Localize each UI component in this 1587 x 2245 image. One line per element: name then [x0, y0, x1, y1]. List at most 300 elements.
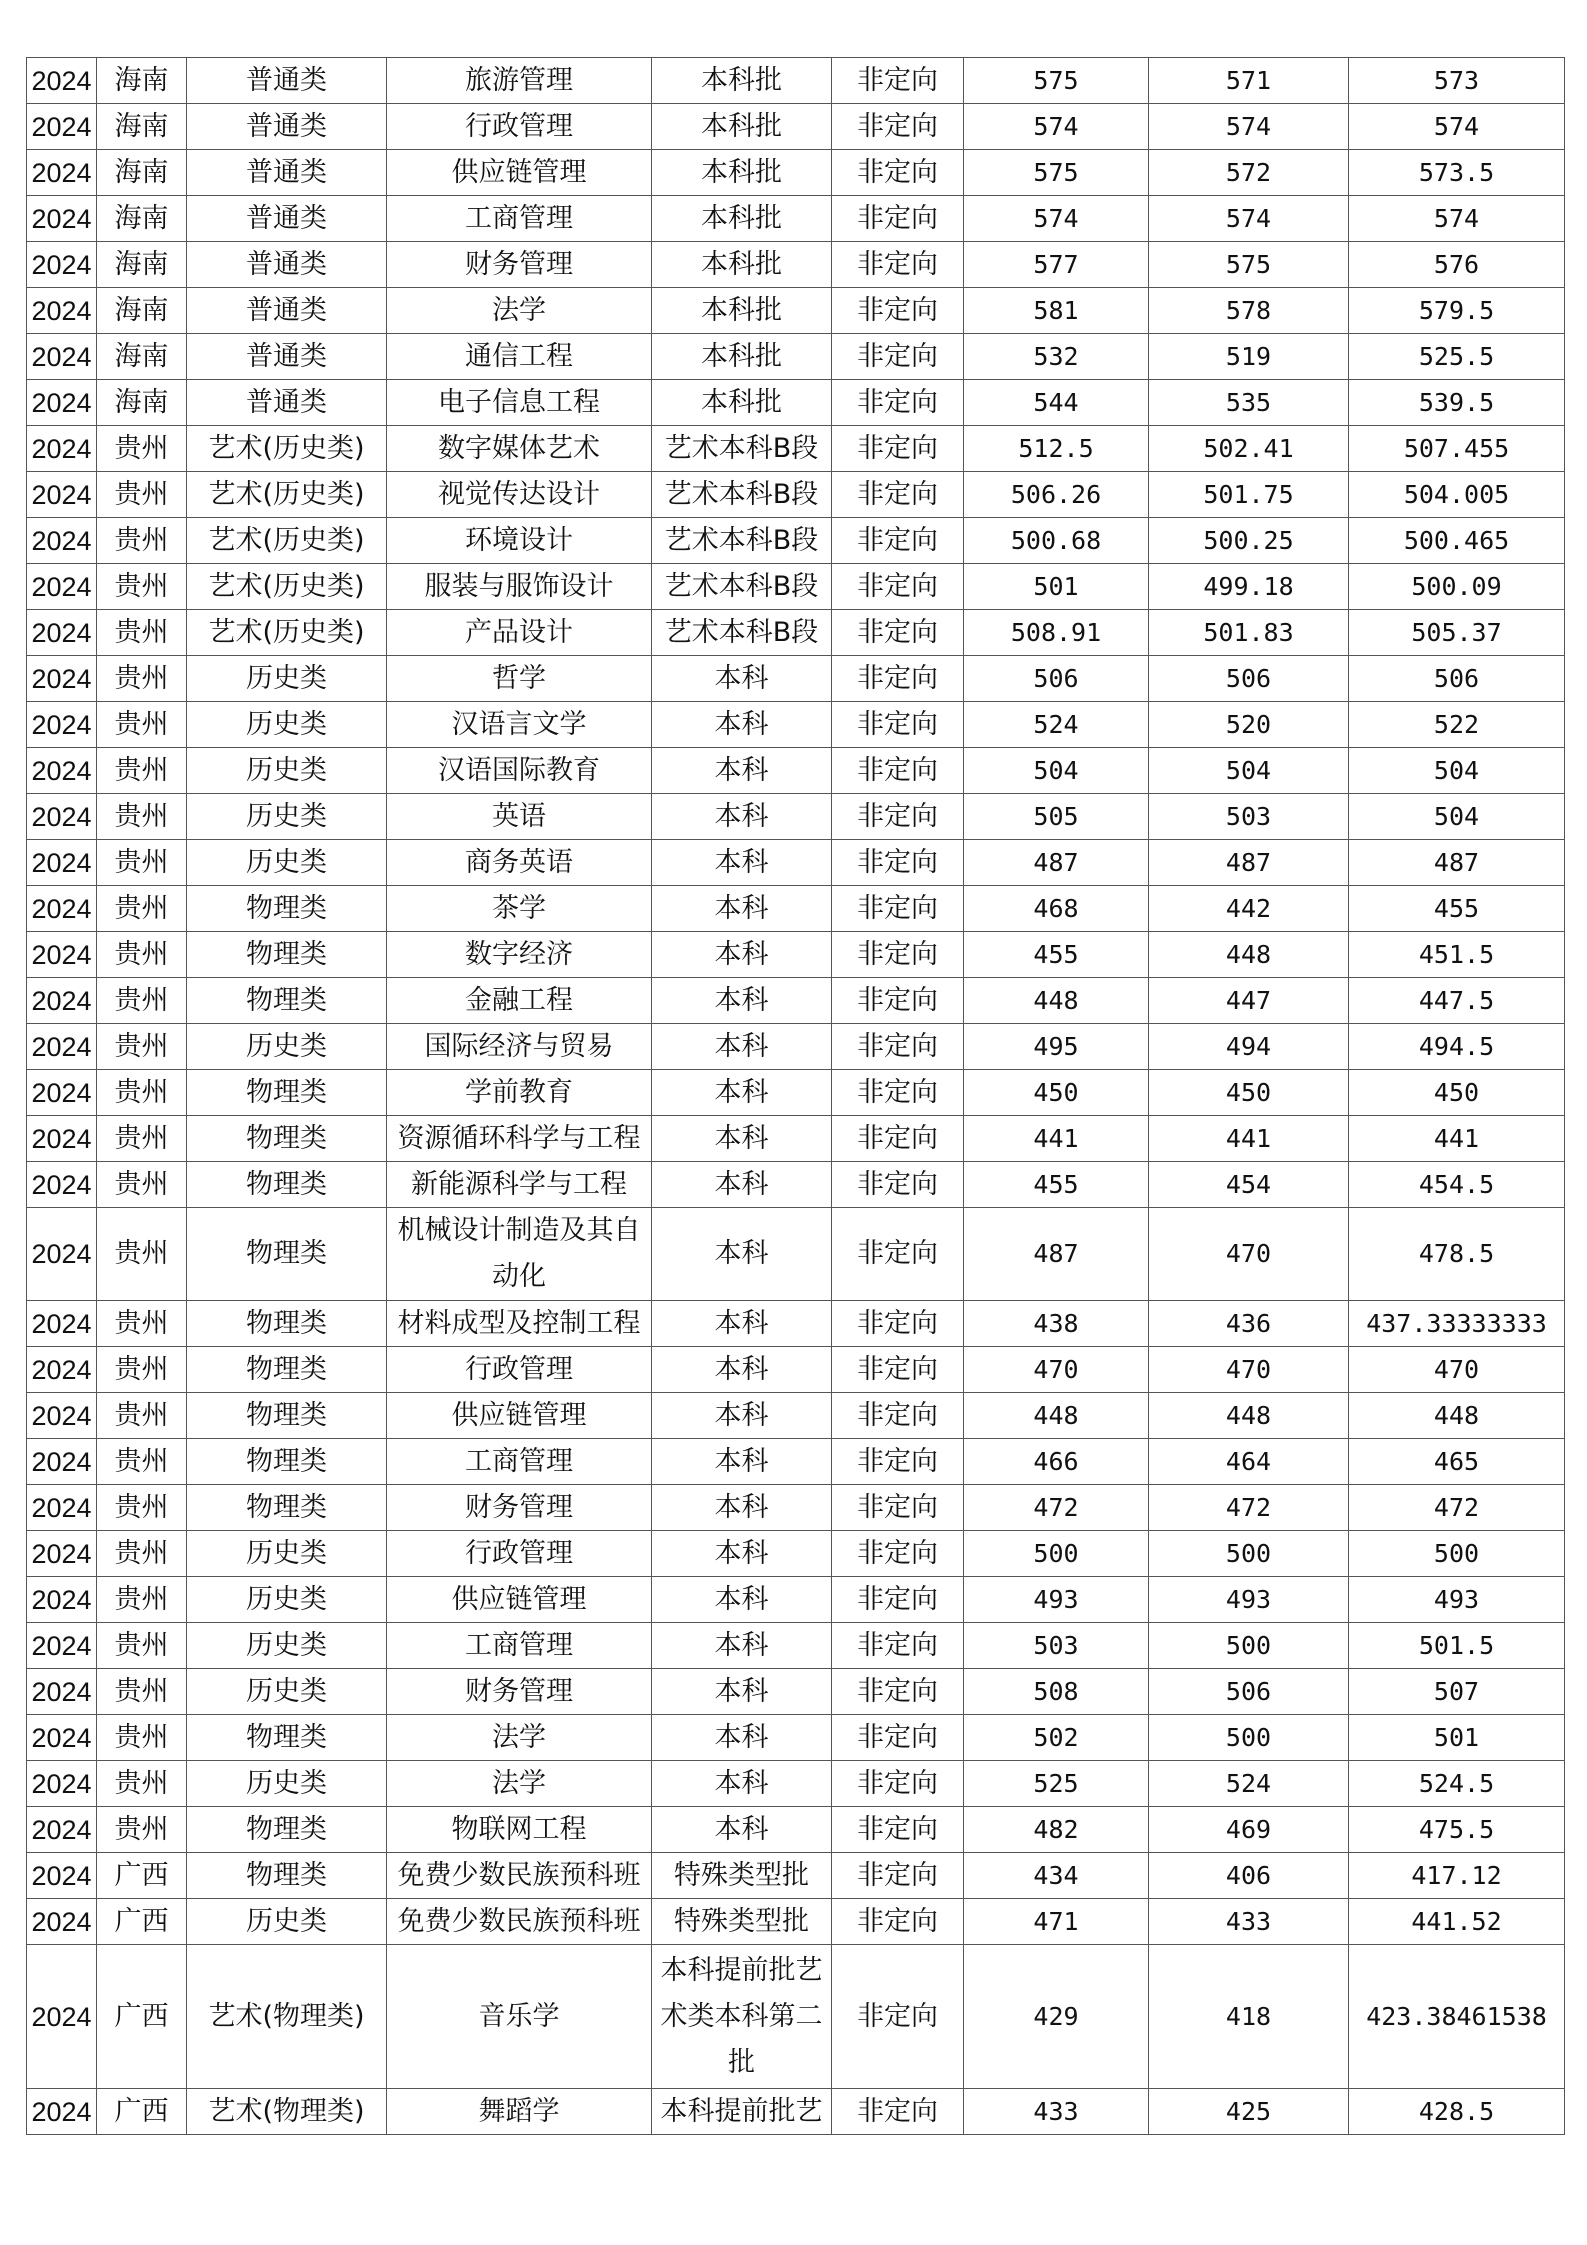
- province-cell: 贵州: [97, 748, 187, 794]
- max-score-cell: 450: [964, 1070, 1149, 1116]
- category-cell: 普通类: [187, 104, 387, 150]
- min-score-cell: 500: [1149, 1623, 1349, 1669]
- avg-score-cell: 451.5: [1349, 932, 1565, 978]
- year-cell: 2024: [27, 426, 97, 472]
- table-row: [27, 610, 1565, 656]
- major-cell: 财务管理: [387, 1485, 652, 1531]
- type-cell: 非定向: [832, 518, 964, 564]
- year-cell: 2024: [27, 1024, 97, 1070]
- province-cell: 贵州: [97, 794, 187, 840]
- major-cell: 工商管理: [387, 1623, 652, 1669]
- max-score-cell: 495: [964, 1024, 1149, 1070]
- type-cell: 非定向: [832, 426, 964, 472]
- category-cell: 物理类: [187, 932, 387, 978]
- year-cell: 2024: [27, 1439, 97, 1485]
- min-score-cell: 574: [1149, 196, 1349, 242]
- table-row: [27, 1623, 1565, 1669]
- category-cell: 历史类: [187, 1761, 387, 1807]
- province-cell: 广西: [97, 1945, 187, 2089]
- major-cell: 服装与服饰设计: [387, 564, 652, 610]
- province-cell: 贵州: [97, 840, 187, 886]
- major-cell: 环境设计: [387, 518, 652, 564]
- min-score-cell: 450: [1149, 1070, 1349, 1116]
- province-cell: 贵州: [97, 1577, 187, 1623]
- year-cell: 2024: [27, 1208, 97, 1301]
- category-cell: 物理类: [187, 886, 387, 932]
- avg-score-cell: 500: [1349, 1531, 1565, 1577]
- type-cell: 非定向: [832, 150, 964, 196]
- major-cell: 资源循环科学与工程: [387, 1116, 652, 1162]
- max-score-cell: 493: [964, 1577, 1149, 1623]
- batch-cell: 本科批: [652, 196, 832, 242]
- max-score-cell: 525: [964, 1761, 1149, 1807]
- province-cell: 贵州: [97, 1761, 187, 1807]
- min-score-cell: 447: [1149, 978, 1349, 1024]
- major-cell: 新能源科学与工程: [387, 1162, 652, 1208]
- type-cell: 非定向: [832, 1208, 964, 1301]
- year-cell: 2024: [27, 840, 97, 886]
- avg-score-cell: 501.5: [1349, 1623, 1565, 1669]
- avg-score-cell: 507: [1349, 1669, 1565, 1715]
- table-row: [27, 1070, 1565, 1116]
- min-score-cell: 575: [1149, 242, 1349, 288]
- table-row: [27, 1761, 1565, 1807]
- year-cell: 2024: [27, 104, 97, 150]
- province-cell: 贵州: [97, 1116, 187, 1162]
- category-cell: 艺术(历史类): [187, 564, 387, 610]
- table-row: [27, 1347, 1565, 1393]
- category-cell: 历史类: [187, 1899, 387, 1945]
- min-score-cell: 504: [1149, 748, 1349, 794]
- avg-score-cell: 539.5: [1349, 380, 1565, 426]
- year-cell: 2024: [27, 564, 97, 610]
- max-score-cell: 575: [964, 150, 1149, 196]
- avg-score-cell: 450: [1349, 1070, 1565, 1116]
- type-cell: 非定向: [832, 564, 964, 610]
- batch-cell: 本科: [652, 702, 832, 748]
- type-cell: 非定向: [832, 1669, 964, 1715]
- batch-cell: 本科: [652, 932, 832, 978]
- min-score-cell: 487: [1149, 840, 1349, 886]
- avg-score-cell: 470: [1349, 1347, 1565, 1393]
- min-score-cell: 500: [1149, 1531, 1349, 1577]
- major-cell: 法学: [387, 1761, 652, 1807]
- max-score-cell: 466: [964, 1439, 1149, 1485]
- table-row: [27, 978, 1565, 1024]
- type-cell: 非定向: [832, 1623, 964, 1669]
- table-row: [27, 886, 1565, 932]
- category-cell: 历史类: [187, 840, 387, 886]
- min-score-cell: 433: [1149, 1899, 1349, 1945]
- avg-score-cell: 455: [1349, 886, 1565, 932]
- batch-cell: 本科: [652, 1024, 832, 1070]
- major-cell: 免费少数民族预科班: [387, 1853, 652, 1899]
- avg-score-cell: 505.37: [1349, 610, 1565, 656]
- category-cell: 历史类: [187, 656, 387, 702]
- avg-score-cell: 504: [1349, 794, 1565, 840]
- min-score-cell: 425: [1149, 2089, 1349, 2135]
- avg-score-cell: 500.09: [1349, 564, 1565, 610]
- province-cell: 贵州: [97, 1393, 187, 1439]
- type-cell: 非定向: [832, 1485, 964, 1531]
- table-row: [27, 1669, 1565, 1715]
- min-score-cell: 441: [1149, 1116, 1349, 1162]
- batch-cell: 本科批: [652, 104, 832, 150]
- min-score-cell: 519: [1149, 334, 1349, 380]
- avg-score-cell: 478.5: [1349, 1208, 1565, 1301]
- province-cell: 贵州: [97, 978, 187, 1024]
- type-cell: 非定向: [832, 794, 964, 840]
- province-cell: 贵州: [97, 1715, 187, 1761]
- min-score-cell: 506: [1149, 656, 1349, 702]
- type-cell: 非定向: [832, 1715, 964, 1761]
- category-cell: 艺术(历史类): [187, 472, 387, 518]
- category-cell: 物理类: [187, 978, 387, 1024]
- min-score-cell: 524: [1149, 1761, 1349, 1807]
- province-cell: 贵州: [97, 1485, 187, 1531]
- max-score-cell: 448: [964, 978, 1149, 1024]
- category-cell: 普通类: [187, 288, 387, 334]
- min-score-cell: 500: [1149, 1715, 1349, 1761]
- province-cell: 贵州: [97, 1623, 187, 1669]
- max-score-cell: 503: [964, 1623, 1149, 1669]
- category-cell: 历史类: [187, 748, 387, 794]
- major-cell: 电子信息工程: [387, 380, 652, 426]
- avg-score-cell: 465: [1349, 1439, 1565, 1485]
- max-score-cell: 532: [964, 334, 1149, 380]
- table-row: [27, 1945, 1565, 2089]
- avg-score-cell: 574: [1349, 196, 1565, 242]
- year-cell: 2024: [27, 1853, 97, 1899]
- max-score-cell: 487: [964, 840, 1149, 886]
- type-cell: 非定向: [832, 334, 964, 380]
- avg-score-cell: 487: [1349, 840, 1565, 886]
- province-cell: 贵州: [97, 472, 187, 518]
- batch-cell: 本科: [652, 1347, 832, 1393]
- province-cell: 海南: [97, 334, 187, 380]
- max-score-cell: 581: [964, 288, 1149, 334]
- type-cell: 非定向: [832, 1807, 964, 1853]
- table-row: [27, 1439, 1565, 1485]
- year-cell: 2024: [27, 1485, 97, 1531]
- min-score-cell: 501.83: [1149, 610, 1349, 656]
- batch-cell: 本科: [652, 1485, 832, 1531]
- table-row: [27, 794, 1565, 840]
- max-score-cell: 455: [964, 932, 1149, 978]
- year-cell: 2024: [27, 932, 97, 978]
- min-score-cell: 464: [1149, 1439, 1349, 1485]
- major-cell: 商务英语: [387, 840, 652, 886]
- year-cell: 2024: [27, 978, 97, 1024]
- year-cell: 2024: [27, 472, 97, 518]
- category-cell: 艺术(物理类): [187, 2089, 387, 2135]
- year-cell: 2024: [27, 1761, 97, 1807]
- avg-score-cell: 525.5: [1349, 334, 1565, 380]
- min-score-cell: 470: [1149, 1208, 1349, 1301]
- year-cell: 2024: [27, 1531, 97, 1577]
- province-cell: 贵州: [97, 1162, 187, 1208]
- avg-score-cell: 475.5: [1349, 1807, 1565, 1853]
- batch-cell: 本科批: [652, 334, 832, 380]
- major-cell: 行政管理: [387, 1347, 652, 1393]
- year-cell: 2024: [27, 1162, 97, 1208]
- max-score-cell: 574: [964, 196, 1149, 242]
- table-body: [27, 58, 1565, 2135]
- major-cell: 英语: [387, 794, 652, 840]
- province-cell: 贵州: [97, 518, 187, 564]
- type-cell: 非定向: [832, 886, 964, 932]
- category-cell: 历史类: [187, 1531, 387, 1577]
- batch-cell: 本科: [652, 1070, 832, 1116]
- year-cell: 2024: [27, 886, 97, 932]
- avg-score-cell: 504.005: [1349, 472, 1565, 518]
- type-cell: 非定向: [832, 748, 964, 794]
- category-cell: 历史类: [187, 794, 387, 840]
- avg-score-cell: 494.5: [1349, 1024, 1565, 1070]
- table-row: [27, 1899, 1565, 1945]
- max-score-cell: 505: [964, 794, 1149, 840]
- province-cell: 贵州: [97, 932, 187, 978]
- min-score-cell: 501.75: [1149, 472, 1349, 518]
- type-cell: 非定向: [832, 58, 964, 104]
- avg-score-cell: 507.455: [1349, 426, 1565, 472]
- batch-cell: 本科: [652, 1301, 832, 1347]
- province-cell: 贵州: [97, 1208, 187, 1301]
- type-cell: 非定向: [832, 932, 964, 978]
- year-cell: 2024: [27, 748, 97, 794]
- type-cell: 非定向: [832, 1761, 964, 1807]
- type-cell: 非定向: [832, 196, 964, 242]
- major-cell: 金融工程: [387, 978, 652, 1024]
- category-cell: 历史类: [187, 1669, 387, 1715]
- category-cell: 物理类: [187, 1485, 387, 1531]
- major-cell: 通信工程: [387, 334, 652, 380]
- min-score-cell: 406: [1149, 1853, 1349, 1899]
- avg-score-cell: 579.5: [1349, 288, 1565, 334]
- year-cell: 2024: [27, 1669, 97, 1715]
- avg-score-cell: 506: [1349, 656, 1565, 702]
- max-score-cell: 577: [964, 242, 1149, 288]
- province-cell: 贵州: [97, 1669, 187, 1715]
- table-row: [27, 1301, 1565, 1347]
- year-cell: 2024: [27, 1899, 97, 1945]
- batch-cell: 本科批: [652, 288, 832, 334]
- batch-cell: 本科: [652, 1116, 832, 1162]
- max-score-cell: 438: [964, 1301, 1149, 1347]
- province-cell: 贵州: [97, 1070, 187, 1116]
- year-cell: 2024: [27, 794, 97, 840]
- max-score-cell: 433: [964, 2089, 1149, 2135]
- batch-cell: 本科: [652, 840, 832, 886]
- major-cell: 音乐学: [387, 1945, 652, 2089]
- avg-score-cell: 573.5: [1349, 150, 1565, 196]
- max-score-cell: 575: [964, 58, 1149, 104]
- avg-score-cell: 454.5: [1349, 1162, 1565, 1208]
- category-cell: 历史类: [187, 1577, 387, 1623]
- type-cell: 非定向: [832, 288, 964, 334]
- avg-score-cell: 576: [1349, 242, 1565, 288]
- major-cell: 物联网工程: [387, 1807, 652, 1853]
- category-cell: 艺术(物理类): [187, 1945, 387, 2089]
- year-cell: 2024: [27, 58, 97, 104]
- batch-cell: 艺术本科B段: [652, 472, 832, 518]
- batch-cell: 本科: [652, 1162, 832, 1208]
- max-score-cell: 501: [964, 564, 1149, 610]
- avg-score-cell: 441: [1349, 1116, 1565, 1162]
- type-cell: 非定向: [832, 1347, 964, 1393]
- year-cell: 2024: [27, 702, 97, 748]
- province-cell: 海南: [97, 288, 187, 334]
- year-cell: 2024: [27, 610, 97, 656]
- batch-cell: 本科批: [652, 242, 832, 288]
- type-cell: 非定向: [832, 380, 964, 426]
- province-cell: 海南: [97, 242, 187, 288]
- province-cell: 贵州: [97, 610, 187, 656]
- province-cell: 贵州: [97, 1347, 187, 1393]
- min-score-cell: 499.18: [1149, 564, 1349, 610]
- year-cell: 2024: [27, 196, 97, 242]
- category-cell: 物理类: [187, 1347, 387, 1393]
- type-cell: 非定向: [832, 1945, 964, 2089]
- avg-score-cell: 522: [1349, 702, 1565, 748]
- max-score-cell: 470: [964, 1347, 1149, 1393]
- table-row: [27, 1393, 1565, 1439]
- major-cell: 哲学: [387, 656, 652, 702]
- batch-cell: 本科批: [652, 150, 832, 196]
- type-cell: 非定向: [832, 1577, 964, 1623]
- province-cell: 广西: [97, 1853, 187, 1899]
- type-cell: 非定向: [832, 1301, 964, 1347]
- type-cell: 非定向: [832, 2089, 964, 2135]
- province-cell: 广西: [97, 1899, 187, 1945]
- year-cell: 2024: [27, 1945, 97, 2089]
- min-score-cell: 472: [1149, 1485, 1349, 1531]
- avg-score-cell: 441.52: [1349, 1899, 1565, 1945]
- table-row: [27, 104, 1565, 150]
- province-cell: 海南: [97, 196, 187, 242]
- major-cell: 供应链管理: [387, 1393, 652, 1439]
- major-cell: 国际经济与贸易: [387, 1024, 652, 1070]
- category-cell: 物理类: [187, 1208, 387, 1301]
- max-score-cell: 472: [964, 1485, 1149, 1531]
- category-cell: 历史类: [187, 702, 387, 748]
- min-score-cell: 503: [1149, 794, 1349, 840]
- max-score-cell: 448: [964, 1393, 1149, 1439]
- max-score-cell: 471: [964, 1899, 1149, 1945]
- avg-score-cell: 428.5: [1349, 2089, 1565, 2135]
- major-cell: 工商管理: [387, 1439, 652, 1485]
- max-score-cell: 508: [964, 1669, 1149, 1715]
- min-score-cell: 448: [1149, 932, 1349, 978]
- batch-cell: 艺术本科B段: [652, 426, 832, 472]
- batch-cell: 本科: [652, 886, 832, 932]
- max-score-cell: 506: [964, 656, 1149, 702]
- major-cell: 法学: [387, 1715, 652, 1761]
- year-cell: 2024: [27, 1807, 97, 1853]
- batch-cell: 本科: [652, 1577, 832, 1623]
- avg-score-cell: 504: [1349, 748, 1565, 794]
- table-row: [27, 1162, 1565, 1208]
- max-score-cell: 508.91: [964, 610, 1149, 656]
- table-row: [27, 564, 1565, 610]
- max-score-cell: 512.5: [964, 426, 1149, 472]
- province-cell: 贵州: [97, 1301, 187, 1347]
- table-row: [27, 288, 1565, 334]
- batch-cell: 本科: [652, 794, 832, 840]
- major-cell: 数字经济: [387, 932, 652, 978]
- province-cell: 海南: [97, 380, 187, 426]
- table-row: [27, 2089, 1565, 2135]
- province-cell: 贵州: [97, 1807, 187, 1853]
- major-cell: 机械设计制造及其自动化: [387, 1208, 652, 1301]
- table-row: [27, 242, 1565, 288]
- batch-cell: 本科提前批艺: [652, 2089, 832, 2135]
- max-score-cell: 468: [964, 886, 1149, 932]
- province-cell: 贵州: [97, 1024, 187, 1070]
- table-row: [27, 380, 1565, 426]
- max-score-cell: 455: [964, 1162, 1149, 1208]
- min-score-cell: 502.41: [1149, 426, 1349, 472]
- min-score-cell: 578: [1149, 288, 1349, 334]
- batch-cell: 本科批: [652, 380, 832, 426]
- major-cell: 财务管理: [387, 242, 652, 288]
- year-cell: 2024: [27, 380, 97, 426]
- table-row: [27, 472, 1565, 518]
- year-cell: 2024: [27, 656, 97, 702]
- batch-cell: 本科: [652, 748, 832, 794]
- min-score-cell: 572: [1149, 150, 1349, 196]
- category-cell: 历史类: [187, 1024, 387, 1070]
- year-cell: 2024: [27, 2089, 97, 2135]
- avg-score-cell: 447.5: [1349, 978, 1565, 1024]
- major-cell: 财务管理: [387, 1669, 652, 1715]
- min-score-cell: 469: [1149, 1807, 1349, 1853]
- type-cell: 非定向: [832, 840, 964, 886]
- year-cell: 2024: [27, 242, 97, 288]
- batch-cell: 本科: [652, 1669, 832, 1715]
- table-row: [27, 334, 1565, 380]
- category-cell: 物理类: [187, 1807, 387, 1853]
- min-score-cell: 506: [1149, 1669, 1349, 1715]
- avg-score-cell: 500.465: [1349, 518, 1565, 564]
- table-row: [27, 1116, 1565, 1162]
- province-cell: 广西: [97, 2089, 187, 2135]
- year-cell: 2024: [27, 1347, 97, 1393]
- avg-score-cell: 448: [1349, 1393, 1565, 1439]
- type-cell: 非定向: [832, 702, 964, 748]
- max-score-cell: 524: [964, 702, 1149, 748]
- major-cell: 免费少数民族预科班: [387, 1899, 652, 1945]
- table-row: [27, 656, 1565, 702]
- max-score-cell: 502: [964, 1715, 1149, 1761]
- max-score-cell: 500.68: [964, 518, 1149, 564]
- category-cell: 艺术(历史类): [187, 426, 387, 472]
- min-score-cell: 494: [1149, 1024, 1349, 1070]
- category-cell: 物理类: [187, 1393, 387, 1439]
- major-cell: 工商管理: [387, 196, 652, 242]
- max-score-cell: 441: [964, 1116, 1149, 1162]
- batch-cell: 本科: [652, 1531, 832, 1577]
- batch-cell: 本科: [652, 1761, 832, 1807]
- avg-score-cell: 573: [1349, 58, 1565, 104]
- year-cell: 2024: [27, 1715, 97, 1761]
- min-score-cell: 535: [1149, 380, 1349, 426]
- avg-score-cell: 472: [1349, 1485, 1565, 1531]
- batch-cell: 本科: [652, 1623, 832, 1669]
- province-cell: 海南: [97, 150, 187, 196]
- avg-score-cell: 493: [1349, 1577, 1565, 1623]
- type-cell: 非定向: [832, 1070, 964, 1116]
